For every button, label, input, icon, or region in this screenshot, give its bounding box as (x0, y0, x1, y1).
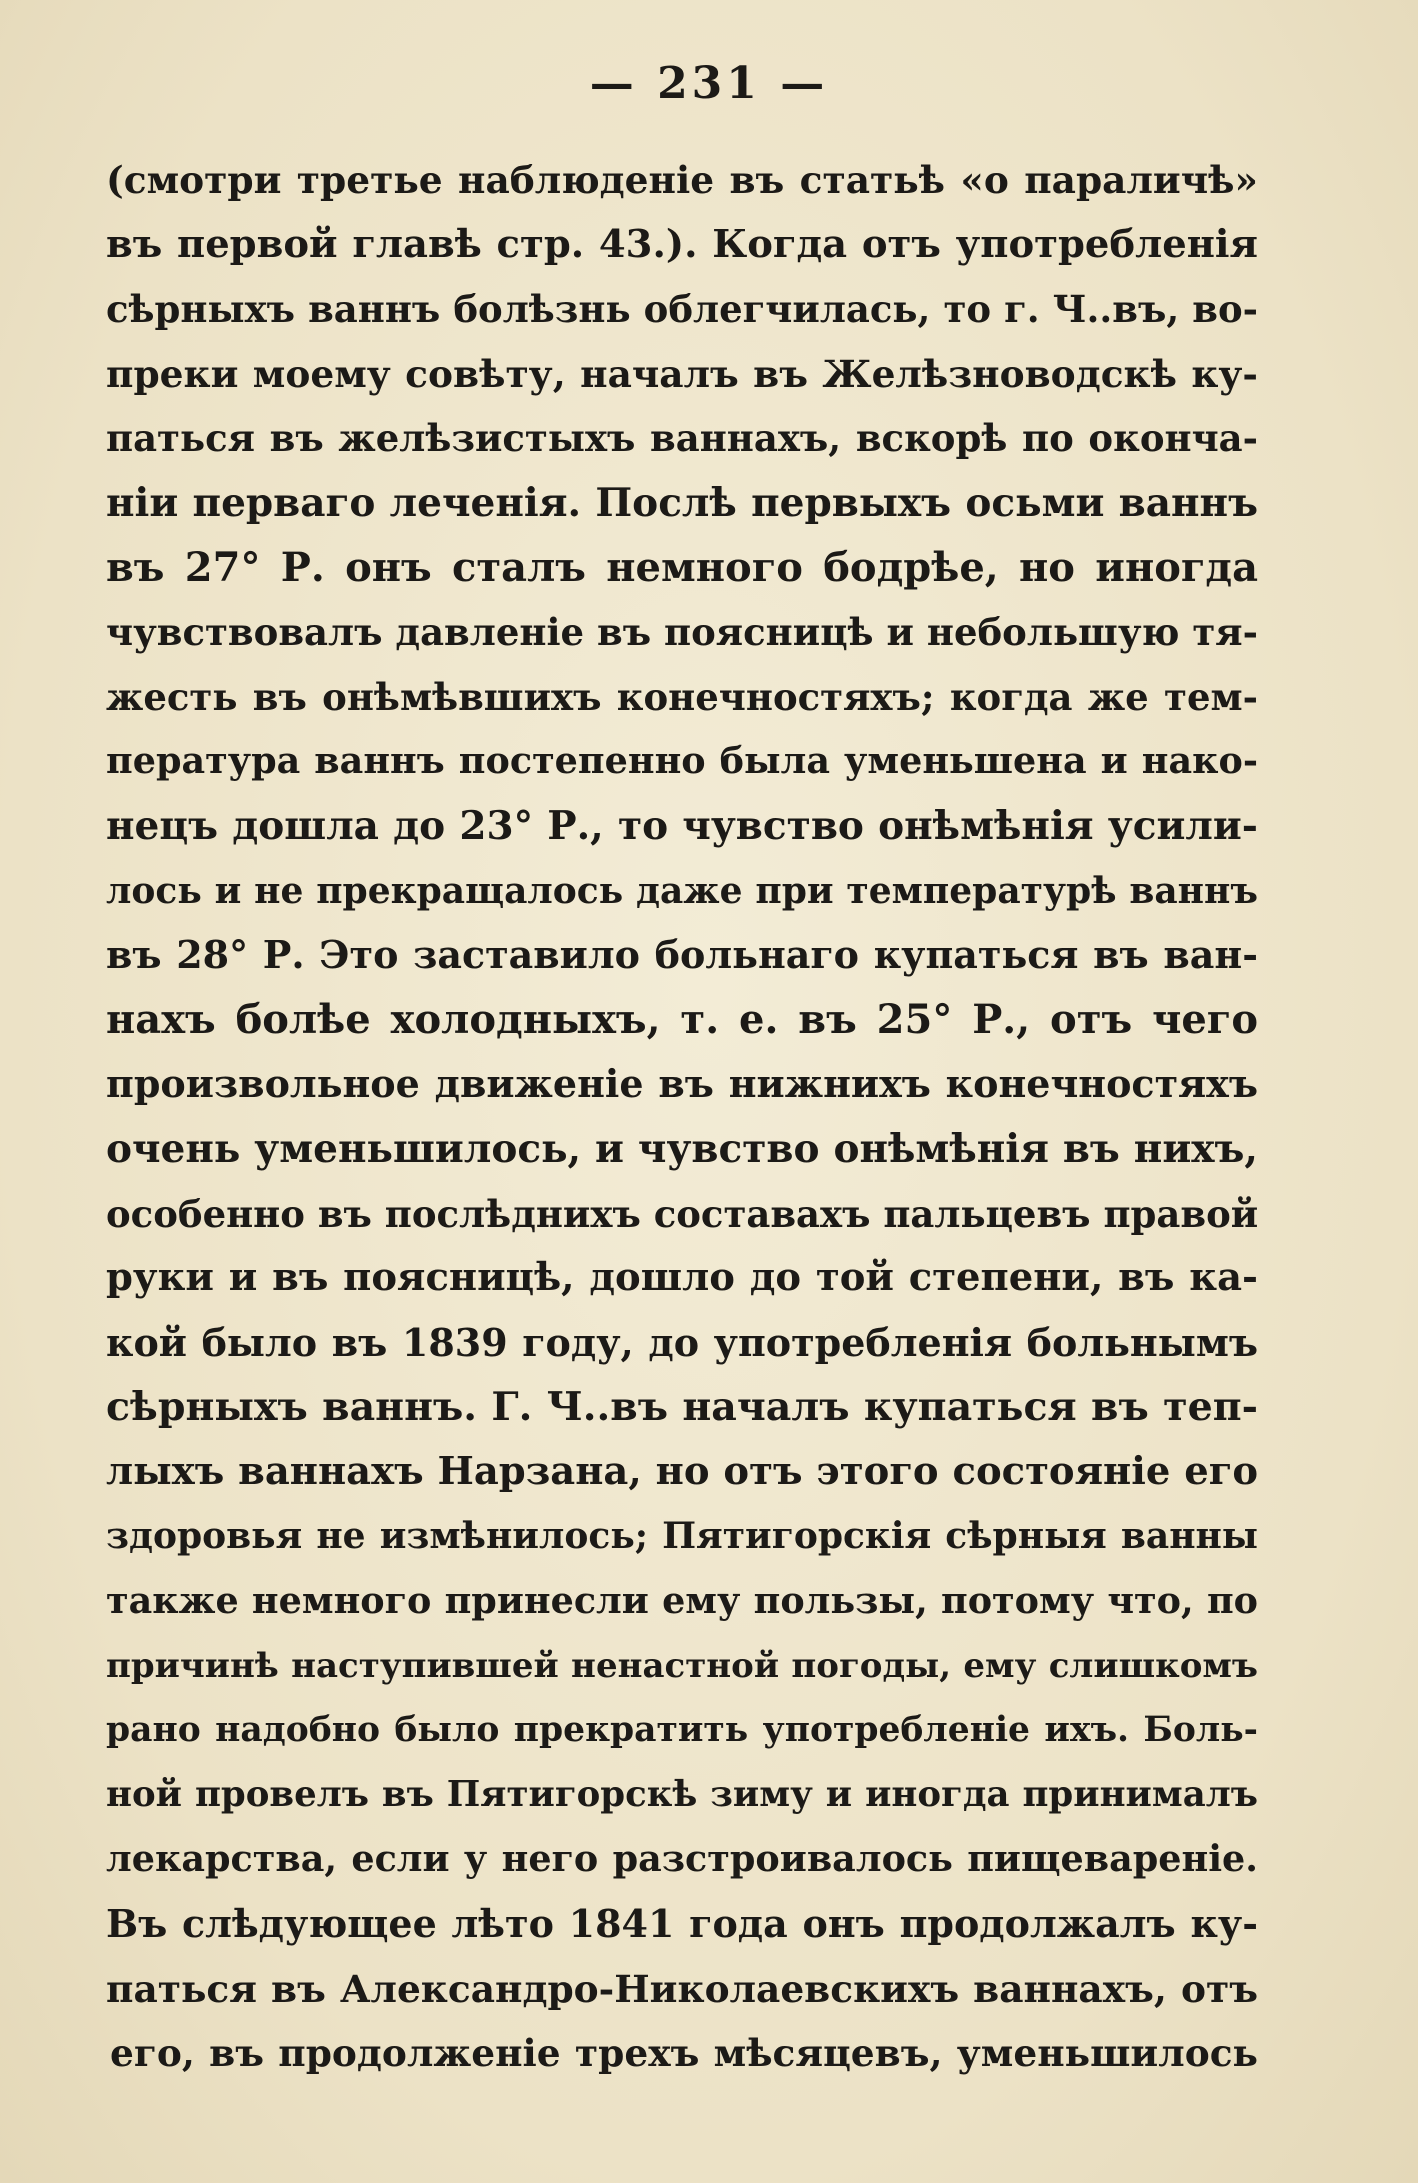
text-line: сѣрныхъ ваннъ. Г. Ч..въ началъ купаться въ теп- (106, 1384, 1258, 1431)
text-line: чувствовалъ давленіе въ поясницѣ и небольшую тя- (106, 610, 1258, 655)
text-line: въ 27° Р. онъ сталъ немного бодрѣе, но иногда (106, 543, 1258, 591)
text-line: рано надобно было прекратить употребленіе ихъ. Боль- (106, 1710, 1258, 1751)
text-line: его, въ продолженіе трехъ мѣсяцевъ, уменьшилось (110, 2031, 1258, 2076)
text-line: паться въ Александро-Николаевскихъ ваннахъ, отъ (106, 1966, 1258, 2011)
text-line: также немного принесли ему пользы, потому что, по (106, 1579, 1258, 1623)
text-line: лось и не прекращалось даже при температурѣ ваннъ (106, 869, 1258, 912)
text-line: лекарства, если у него разстроивалось пищевареніе. (106, 1837, 1258, 1881)
text-line: очень уменьшилось, и чувство онѣмѣнія въ нихъ, (106, 1125, 1258, 1172)
text-line: преки моему совѣту, началъ въ Желѣзноводскѣ ку- (106, 351, 1258, 396)
text-line: въ первой главѣ стр. 43.). Когда отъ употребленія (106, 221, 1258, 267)
text-line: жесть въ онѣмѣвшихъ конечностяхъ; когда же тем- (106, 674, 1258, 719)
text-line: произвольное движеніе въ нижнихъ конечностяхъ (106, 1061, 1258, 1107)
text-line: пература ваннъ постепенно была уменьшена и нако- (106, 739, 1258, 783)
page-number: — 231 — (589, 58, 829, 109)
text-line: ніи перваго леченія. Послѣ первыхъ осьми ваннъ (106, 479, 1258, 526)
text-line: въ 28° Р. Это заставило больнаго купаться въ ван- (106, 932, 1258, 978)
text-line: кой было въ 1839 году, до употребленія больнымъ (106, 1319, 1258, 1365)
text-line: ной провелъ въ Пятигорскѣ зиму и иногда принималъ (106, 1773, 1258, 1815)
text-line: (смотри третье наблюденіе въ статьѣ «о параличѣ» (106, 158, 1258, 202)
text-line: Въ слѣдующее лѣто 1841 года онъ продолжалъ ку- (106, 1901, 1258, 1947)
text-line: руки и въ поясницѣ, дошло до той степени, въ ка- (106, 1255, 1258, 1301)
text-line: нецъ дошла до 23° Р., то чувство онѣмѣнія усили- (106, 802, 1258, 849)
text-line: лыхъ ваннахъ Нарзана, но отъ этого состояніе его (106, 1448, 1258, 1494)
body-text (106, 148, 1258, 2086)
text-line: причинѣ наступившей ненастной погоды, ему слишкомъ (106, 1645, 1258, 1686)
text-line: сѣрныхъ ваннъ болѣзнь облегчилась, то г. Ч..въ, во- (106, 287, 1258, 332)
text-line: нахъ болѣе холодныхъ, т. е. въ 25° Р., отъ чего (106, 995, 1258, 1043)
text-line: здоровья не измѣнилось; Пятигорскія сѣрныя ванны (106, 1515, 1258, 1558)
text-line: паться въ желѣзистыхъ ваннахъ, вскорѣ по оконча- (106, 416, 1258, 461)
text-line: особенно въ послѣднихъ составахъ пальцевъ правой (106, 1191, 1258, 1236)
